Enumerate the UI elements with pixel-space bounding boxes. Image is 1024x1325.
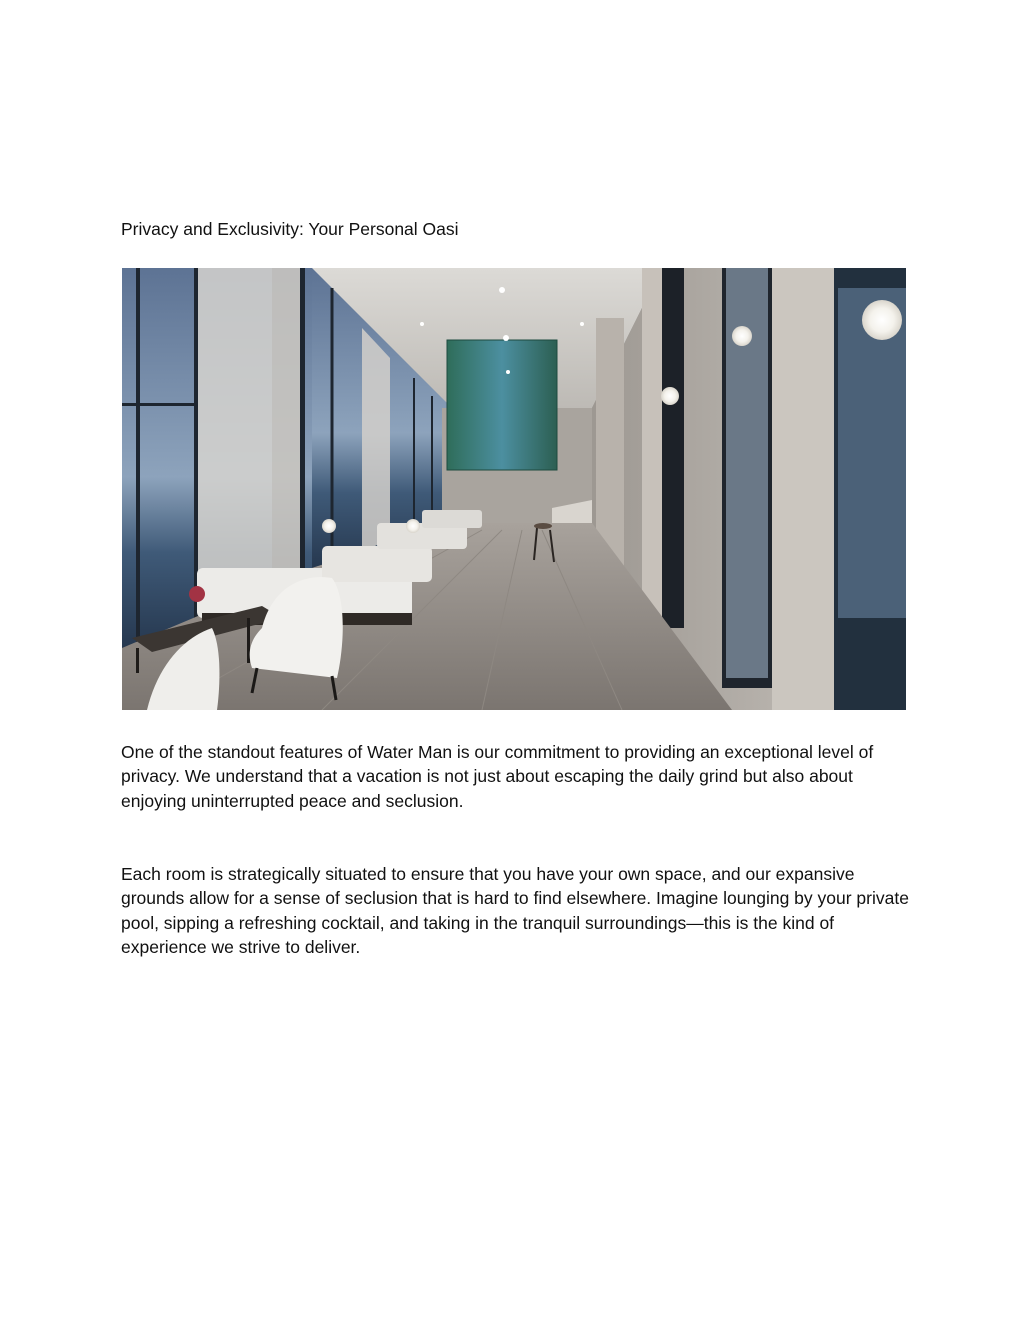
section-heading: Privacy and Exclusivity: Your Personal Oasi <box>121 219 459 239</box>
paragraph-seclusion: Each room is strategically situated to ensure that you have your own space, and our expansive grounds allow for a sense of seclusion that is hard to find elsewhere. Imagine lounging by your private pool, sipping a refreshing cocktail, and taking in the tranquil surroundings—this is the kind of experience we strive to deliver. <box>121 864 909 957</box>
paragraph-privacy: One of the standout features of Water Man is our commitment to providing an exceptional level of privacy. We understand that a vacation is not just about escaping the daily grind but also about enjoying uninterrupted peace and seclusion. <box>121 742 874 811</box>
lounge-photo <box>122 268 906 710</box>
